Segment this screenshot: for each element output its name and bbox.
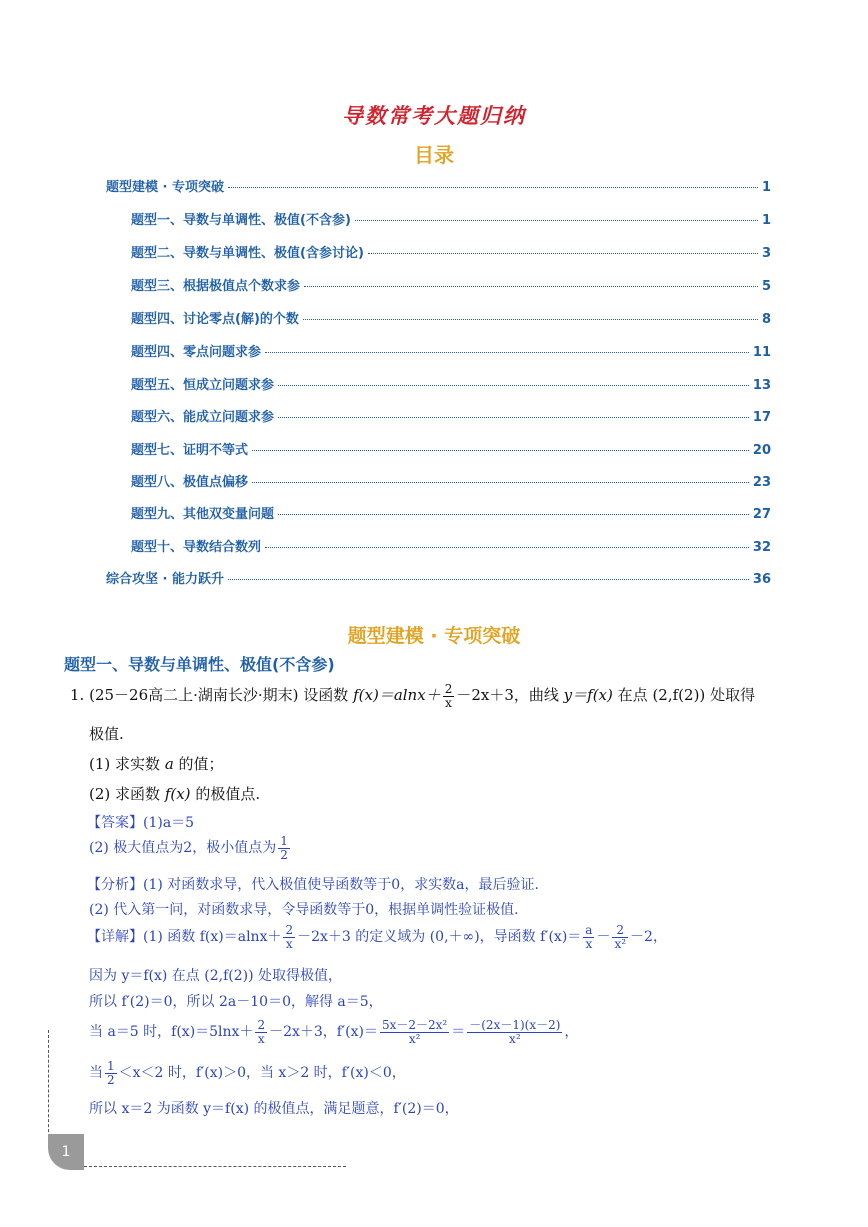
- toc-entry[interactable]: [131, 406, 771, 425]
- toc-entry-label: 题型建模 · 专项突破: [106, 180, 224, 195]
- toc-leader-dots: [265, 547, 749, 548]
- toc-leader-dots: [304, 286, 758, 287]
- analysis-tag: 【分析】: [87, 877, 143, 893]
- fraction: [105, 1060, 117, 1086]
- toc-entry[interactable]: [131, 503, 771, 522]
- fraction-numerator: 2: [285, 923, 294, 937]
- toc-entry-label: 题型六、能成立问题求参: [131, 410, 275, 425]
- math-point: (2,f(2)): [652, 686, 706, 705]
- toc-entry-label: 题型四、讨论零点(解)的个数: [131, 312, 299, 327]
- detail-text: ＜x＜2 时，f′(x)＞0，当 x＞2 时，f′(x)＜0，: [118, 1065, 406, 1082]
- toc-leader-dots: [252, 482, 749, 483]
- detail-text: ，: [564, 1024, 579, 1041]
- toc-entry-page: 32: [752, 540, 771, 555]
- fraction-denominator: x: [285, 936, 293, 951]
- fraction-denominator: 2: [280, 847, 288, 862]
- detail-text: －: [596, 929, 611, 946]
- question-text: 的极值点.: [195, 785, 261, 803]
- fraction-numerator: 1: [107, 1059, 115, 1073]
- toc-leader-dots: [265, 352, 749, 353]
- analysis-line-2: (2) 代入第一问，对函数求导，令导函数等于0，根据单调性验证极值.: [89, 902, 519, 918]
- toc-entry-label: 题型三、根据极值点个数求参: [131, 279, 301, 294]
- fraction-denominator: 2: [107, 1072, 115, 1087]
- toc-entry-page: 27: [752, 507, 771, 522]
- toc-entry-page: 36: [752, 572, 771, 587]
- toc-entry-page: 11: [752, 345, 771, 360]
- toc-entry-label: 综合攻坚 · 能力跃升: [106, 572, 224, 587]
- detail-tag: 【详解】: [87, 929, 143, 946]
- question-text: (2) 求函数: [89, 785, 161, 803]
- math-curve: y＝f(x): [563, 686, 613, 705]
- analysis-text: (1) 对函数求导，代入极值使导函数等于0，求实数a，最后验证.: [143, 877, 539, 893]
- fraction-numerator: 2: [444, 682, 453, 696]
- fraction: [380, 1019, 449, 1045]
- fraction-denominator: x: [445, 695, 452, 710]
- stem-text: 设函数: [303, 686, 349, 705]
- footer-dashed-line: [84, 1166, 346, 1167]
- question-text: 的值；: [178, 755, 224, 773]
- subsection-title: 题型一、导数与单调性、极值(不含参): [64, 655, 335, 674]
- analysis-line-1: [87, 874, 539, 894]
- toc-entry-page: 20: [752, 443, 771, 458]
- toc-entry[interactable]: [131, 209, 771, 228]
- fraction-denominator: x²: [614, 936, 627, 951]
- toc-entry[interactable]: [131, 439, 771, 458]
- toc-entry[interactable]: [106, 568, 771, 587]
- fraction: [443, 683, 455, 709]
- detail-line-3: 所以 f′(2)＝0，所以 2a－10＝0，解得 a＝5，: [89, 994, 383, 1010]
- toc-entry-page: 17: [752, 410, 771, 425]
- page-number: 1: [48, 1134, 84, 1170]
- document-title: 导数常考大题归纳: [342, 104, 526, 128]
- toc-entry[interactable]: [131, 341, 771, 360]
- answer-line-2: [89, 835, 292, 861]
- fraction-denominator: x: [257, 1031, 265, 1046]
- stem-text: 处取得: [710, 686, 756, 705]
- detail-text: ＝: [451, 1024, 466, 1041]
- toc-entry[interactable]: [131, 275, 771, 294]
- toc-leader-dots: [303, 319, 758, 320]
- toc-leader-dots: [278, 417, 749, 418]
- toc-entry[interactable]: [131, 308, 771, 327]
- toc-leader-dots: [252, 450, 749, 451]
- fraction: [467, 1019, 562, 1045]
- detail-text: 当: [89, 1065, 103, 1082]
- toc-entry-label: 题型一、导数与单调性、极值(不含参): [131, 213, 351, 228]
- detail-line-1: [87, 924, 667, 950]
- fraction-denominator: x: [585, 936, 593, 951]
- toc-entry-page: 23: [752, 475, 771, 490]
- fraction: [283, 924, 295, 950]
- answer-text: (2) 极大值点为2，极小值点为: [89, 840, 277, 857]
- toc-entry-label: 题型二、导数与单调性、极值(含参讨论): [131, 246, 364, 261]
- toc-entry-label: 题型十、导数结合数列: [131, 540, 262, 555]
- toc-entry-page: 1: [761, 213, 771, 228]
- toc-entry[interactable]: [131, 536, 771, 555]
- fraction-numerator: 5x－2－2x²: [381, 1018, 448, 1032]
- toc-entry-label: 题型八、极值点偏移: [131, 475, 249, 490]
- stem-text: 在点: [617, 686, 648, 705]
- question-text: (1) 求实数: [89, 755, 161, 773]
- math-var: f(x): [164, 785, 191, 803]
- answer-text: (1)a＝5: [143, 815, 195, 831]
- section-title: 题型建模 · 专项突破: [347, 625, 521, 647]
- toc-heading: 目录: [414, 143, 454, 167]
- toc-entry[interactable]: [131, 242, 771, 261]
- toc-entry-label: 题型五、恒成立问题求参: [131, 378, 275, 393]
- toc-entry-label: 题型七、证明不等式: [131, 443, 249, 458]
- toc-leader-dots: [228, 187, 758, 188]
- toc-entry-page: 3: [761, 246, 771, 261]
- detail-text: (1) 函数 f(x)＝alnx＋: [143, 929, 282, 946]
- detail-line-6: 所以 x＝2 为函数 y＝f(x) 的极值点，满足题意，f′(2)＝0，: [89, 1101, 459, 1117]
- detail-text: －2x＋3 的定义域为 (0,＋∞)，导函数 f′(x)＝: [297, 929, 582, 946]
- math-var: a: [164, 755, 174, 773]
- fraction-denominator: x²: [509, 1031, 521, 1046]
- math-expr: －2x＋3，曲线: [456, 686, 559, 705]
- fraction: [255, 1019, 267, 1045]
- fraction-numerator: 2: [612, 924, 628, 938]
- toc-leader-dots: [228, 579, 749, 580]
- fraction: [583, 924, 594, 950]
- answer-line-1: [87, 812, 194, 832]
- toc-leader-dots: [368, 253, 758, 254]
- fraction-numerator: 2: [257, 1018, 266, 1032]
- problem-stem-cont: 极值.: [89, 725, 124, 743]
- toc-leader-dots: [278, 385, 749, 386]
- toc-leader-dots: [355, 220, 758, 221]
- fraction-denominator: x²: [408, 1031, 421, 1046]
- fraction-numerator: －(2x－1)(x－2): [469, 1018, 561, 1032]
- detail-line-5: [89, 1060, 406, 1086]
- toc-entry-label: 题型九、其他双变量问题: [131, 507, 275, 522]
- toc-leader-dots: [278, 514, 749, 515]
- fraction: [612, 924, 628, 950]
- margin-dashed-line: [48, 1030, 49, 1142]
- toc-entry-label: 题型四、零点问题求参: [131, 345, 262, 360]
- question-1: [89, 753, 224, 774]
- fraction: [278, 835, 290, 861]
- problem-number: 1.: [70, 686, 85, 705]
- toc-entry[interactable]: [106, 176, 771, 195]
- toc-entry-page: 8: [761, 312, 771, 327]
- answer-tag: 【答案】: [87, 815, 143, 831]
- toc-entry-page: 1: [761, 180, 771, 195]
- math-expr: ＝alnx＋: [378, 686, 441, 705]
- fraction-numerator: a: [585, 923, 593, 937]
- toc-entry-page: 13: [752, 378, 771, 393]
- detail-text: 当 a＝5 时，f(x)＝5lnx＋: [89, 1024, 254, 1041]
- detail-text: －2x＋3，f′(x)＝: [269, 1024, 378, 1041]
- toc-entry[interactable]: [131, 374, 771, 393]
- toc-entry[interactable]: [131, 471, 771, 490]
- question-2: [89, 783, 260, 804]
- problem-stem: [70, 683, 755, 709]
- detail-line-4: [89, 1019, 578, 1045]
- detail-line-2: 因为 y＝f(x) 在点 (2,f(2)) 处取得极值，: [89, 968, 343, 984]
- problem-source: (25－26高二上·湖南长沙·期末): [89, 686, 299, 705]
- math-fx: f(x): [353, 686, 379, 705]
- fraction-numerator: 1: [280, 834, 288, 848]
- toc-entry-page: 5: [761, 279, 771, 294]
- detail-text: －2，: [630, 929, 667, 946]
